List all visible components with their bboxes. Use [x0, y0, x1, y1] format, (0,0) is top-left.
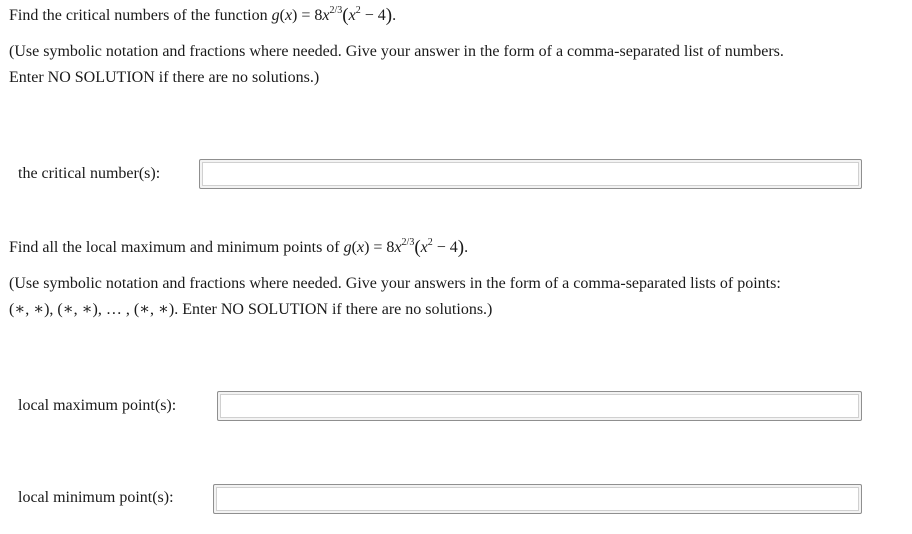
local-maximum-input[interactable] — [217, 391, 862, 421]
critical-numbers-question: Find the critical numbers of the function $g(x) = 8x^{2/3}(x^2 - 4)$. — [9, 5, 397, 26]
local-minimum-label: local minimum point(s): — [18, 489, 174, 506]
extrema-question: Find all the local maximum and minimum points of $g(x) = 8x^{2/3}(x^2 - 4)$. — [9, 237, 469, 258]
function-expression-2: $g(x) = 8x^{2/3}(x^2 - 4)$ — [343, 237, 465, 258]
critical-numbers-instructions-line2: Enter NO SOLUTION if there are no solutions.) — [9, 69, 320, 86]
critical-numbers-label: the critical number(s): — [18, 165, 161, 182]
critical-numbers-instructions-line1: (Use symbolic notation and fractions where needed. Give your answer in the form of a comma-separated list of numbers. — [9, 43, 784, 60]
function-expression: $g(x) = 8x^{2/3}(x^2 - 4)$ — [271, 5, 393, 26]
local-minimum-input[interactable] — [213, 484, 862, 514]
critical-numbers-input[interactable] — [199, 159, 862, 189]
extrema-instructions-line2: (∗, ∗), (∗, ∗), … , (∗, ∗). Enter NO SOLUTION if there are no solutions.) — [9, 301, 493, 318]
point-format-example: (∗, ∗), (∗, ∗), … , (∗, ∗) — [9, 301, 175, 318]
extrema-instructions-line1: (Use symbolic notation and fractions where needed. Give your answers in the form of a comma-separated lists of points: — [9, 275, 781, 292]
local-maximum-label: local maximum point(s): — [18, 397, 177, 414]
